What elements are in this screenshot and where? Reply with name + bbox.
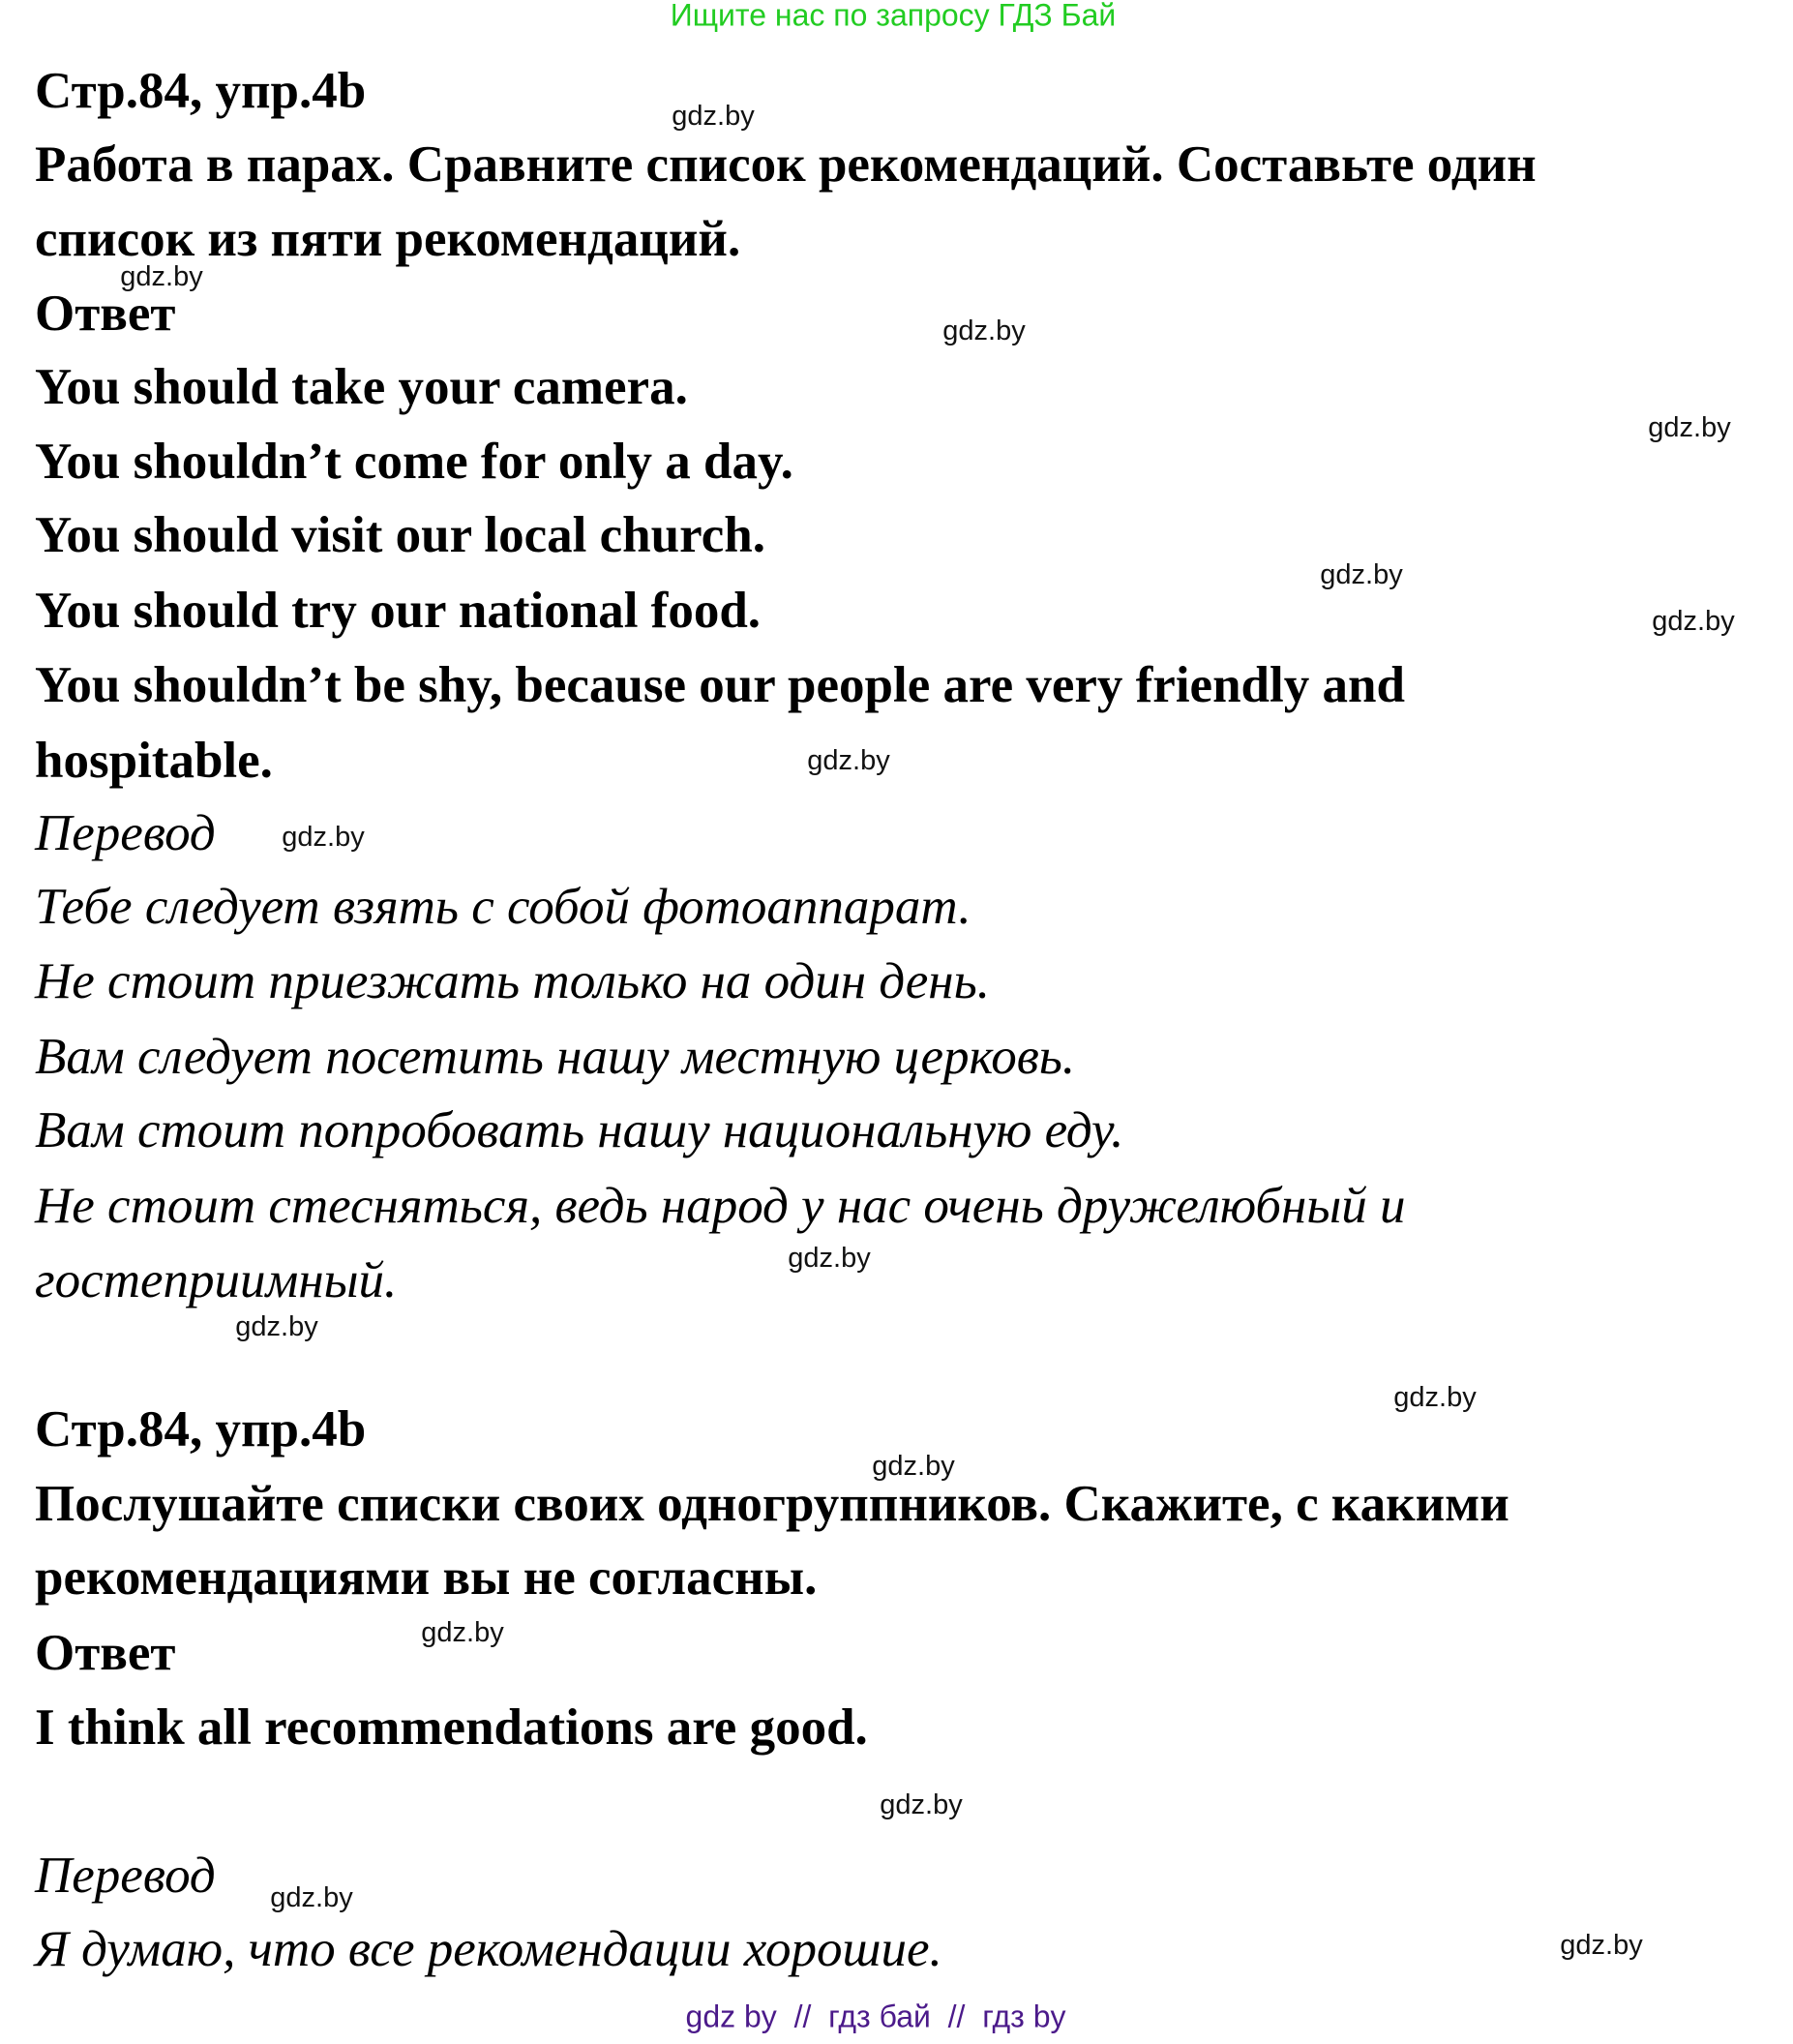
watermark: gdz.by <box>942 316 1026 346</box>
search-banner: Ищите нас по запросу ГДЗ Бай <box>670 0 1117 33</box>
watermark: gdz.by <box>872 1451 955 1482</box>
section1-title: Стр.84, упр.4b <box>35 63 367 119</box>
watermark: gdz.by <box>1320 559 1403 590</box>
translation-line: Тебе следует взять с собой фотоаппарат. <box>35 879 971 935</box>
answer-line: You should try our national food. <box>35 583 762 639</box>
answer-line: You shouldn’t be shy, because our people are very friendly and <box>35 657 1405 713</box>
section2-task-line: Послушайте списки своих одногруппников. Скажите, с какими <box>35 1476 1509 1532</box>
watermark: gdz.by <box>1652 606 1735 637</box>
watermark: gdz.by <box>880 1789 963 1820</box>
section1-task-line: Работа в парах. Сравните список рекомендаций. Составьте один <box>35 136 1537 193</box>
watermark: gdz.by <box>1393 1382 1477 1413</box>
answer-line: You shouldn’t come for only a day. <box>35 434 793 490</box>
watermark: gdz.by <box>807 745 890 776</box>
section2-title: Стр.84, упр.4b <box>35 1401 367 1458</box>
section2-task-line: рекомендациями вы не согласны. <box>35 1549 818 1606</box>
watermark: gdz.by <box>421 1617 504 1648</box>
translation-line: Вам следует посетить нашу местную церковь. <box>35 1029 1076 1085</box>
section1-answer-label: Ответ <box>35 286 176 342</box>
section1-translation-label: Перевод <box>35 805 216 861</box>
translation-line: Я думаю, что все рекомендации хорошие. <box>35 1921 942 1977</box>
watermark: gdz.by <box>235 1311 318 1342</box>
footer-links: gdz by // гдз бай // гдз by <box>685 1999 1066 2034</box>
watermark: gdz.by <box>120 261 203 292</box>
watermark: gdz.by <box>672 101 755 132</box>
watermark: gdz.by <box>282 822 365 853</box>
translation-line: гостеприимный. <box>35 1252 398 1308</box>
watermark: gdz.by <box>1648 412 1731 443</box>
watermark: gdz.by <box>1560 1930 1643 1961</box>
translation-line: Не стоит стесняться, ведь народ у нас очень дружелюбный и <box>35 1178 1406 1234</box>
translation-line: Вам стоит попробовать нашу национальную еду. <box>35 1102 1124 1158</box>
answer-line: You should take your camera. <box>35 359 688 415</box>
answer-line: hospitable. <box>35 733 273 789</box>
answer-line: I think all recommendations are good. <box>35 1699 868 1756</box>
watermark: gdz.by <box>788 1243 871 1274</box>
translation-line: Не стоит приезжать только на один день. <box>35 953 990 1009</box>
section1-task-line: список из пяти рекомендаций. <box>35 211 741 267</box>
watermark: gdz.by <box>270 1882 353 1913</box>
answer-line: You should visit our local church. <box>35 507 765 563</box>
section2-answer-label: Ответ <box>35 1625 176 1681</box>
section2-translation-label: Перевод <box>35 1848 216 1904</box>
